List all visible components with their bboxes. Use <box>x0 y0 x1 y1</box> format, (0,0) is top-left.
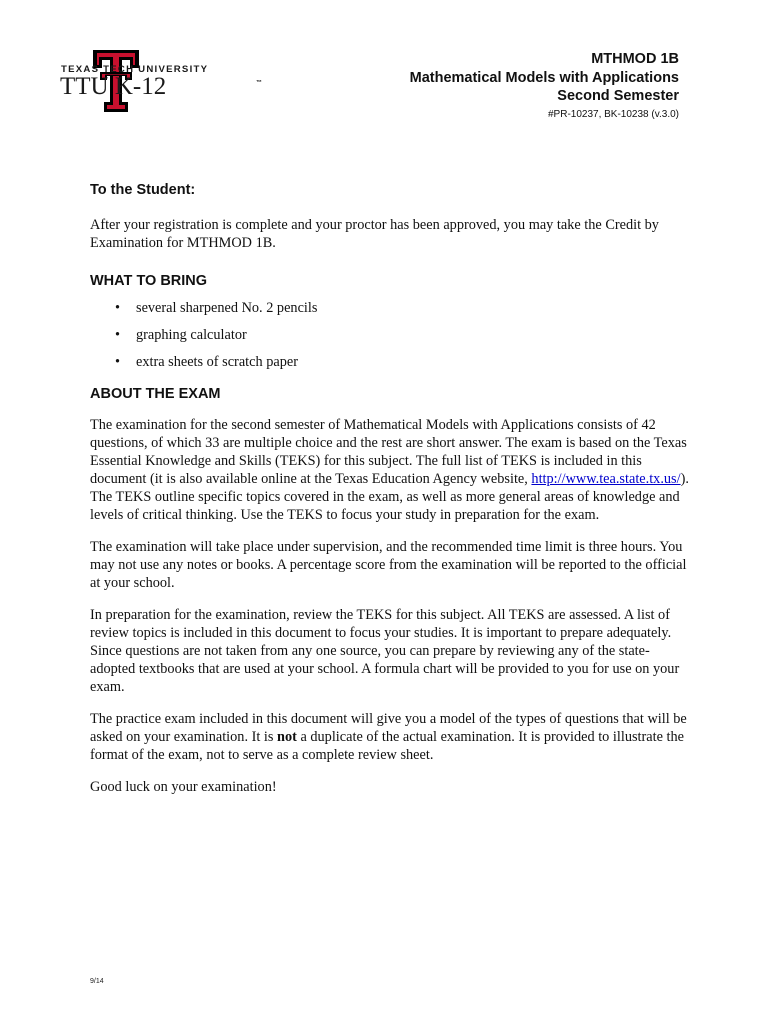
list-item: • several sharpened No. 2 pencils <box>115 300 318 316</box>
emphasis-not: not <box>277 729 297 745</box>
bullet-icon: • <box>115 327 121 343</box>
tea-website-link[interactable]: http://www.tea.state.tx.us/ <box>531 471 681 487</box>
exam-paragraph-4: The practice exam included in this document will give you a model of the types of questions that will be asked on your examination. It is not a duplicate of the actual examination. It is provided to illustrate the format of the exam, not to serve as a complete review sheet. <box>90 711 687 763</box>
bullet-icon: • <box>115 300 121 316</box>
closing-line: Good luck on your examination! <box>90 779 277 795</box>
semester: Second Semester <box>557 88 679 104</box>
what-to-bring-heading: WHAT TO BRING <box>90 273 208 289</box>
course-code: MTHMOD 1B <box>591 51 679 67</box>
course-title: Mathematical Models with Applications <box>409 69 679 86</box>
document-body <box>90 180 690 796</box>
course-header <box>410 50 679 123</box>
list-item: • graphing calculator <box>115 327 247 343</box>
exam-paragraph-2: The examination will take place under supervision, and the recommended time limit is three hours. You may not use any notes or books. A percentage score from the examination will be reported to the official at your school. <box>90 539 687 591</box>
bring-list <box>90 299 690 371</box>
logo-program-name: TTU K-12 <box>60 73 167 100</box>
exam-paragraph-3: In preparation for the examination, review the TEKS for this subject. All TEKS are assessed. A list of review topics is included in this document to focus your studies. It is important to prepare adequately. Since questions are not taken from any one source, you can prepare by reviewing any of the state-adopted textbooks that are used at your school. A formula chart will be provided to you for use on your exam. <box>90 607 680 695</box>
logo-university-name: TEXAS TECH UNIVERSITY <box>61 64 209 75</box>
intro-paragraph: After your registration is complete and your proctor has been approved, you may take the Credit by Examination for MTHMOD 1B. <box>90 217 659 251</box>
bullet-icon: • <box>115 354 121 370</box>
about-exam-heading: ABOUT THE EXAM <box>90 386 221 402</box>
list-item: • extra sheets of scratch paper <box>115 354 298 370</box>
exam-paragraph-1: The examination for the second semester of Mathematical Models with Applications consists of 42 questions, of which 33 are multiple choice and the rest are short answer. The exam is based on the Texas Essential Knowledge and Skills (TEKS) for this subject. The full list of TEKS is included in this document (it is also available online at the Texas Education Agency website, http://www.tea.state.tx.us/). The TEKS outline specific topics covered in the exam, as well as more general areas of knowledge and levels of critical thinking. Use the TEKS to focus your study in preparation for the exam. <box>90 417 689 523</box>
logo-trademark: ™ <box>256 80 262 86</box>
catalog-numbers: #PR-10237, BK-10238 (v.3.0) <box>547 108 679 120</box>
intro-heading: To the Student: <box>90 182 196 198</box>
footer-date-code: 9/14 <box>90 978 104 985</box>
